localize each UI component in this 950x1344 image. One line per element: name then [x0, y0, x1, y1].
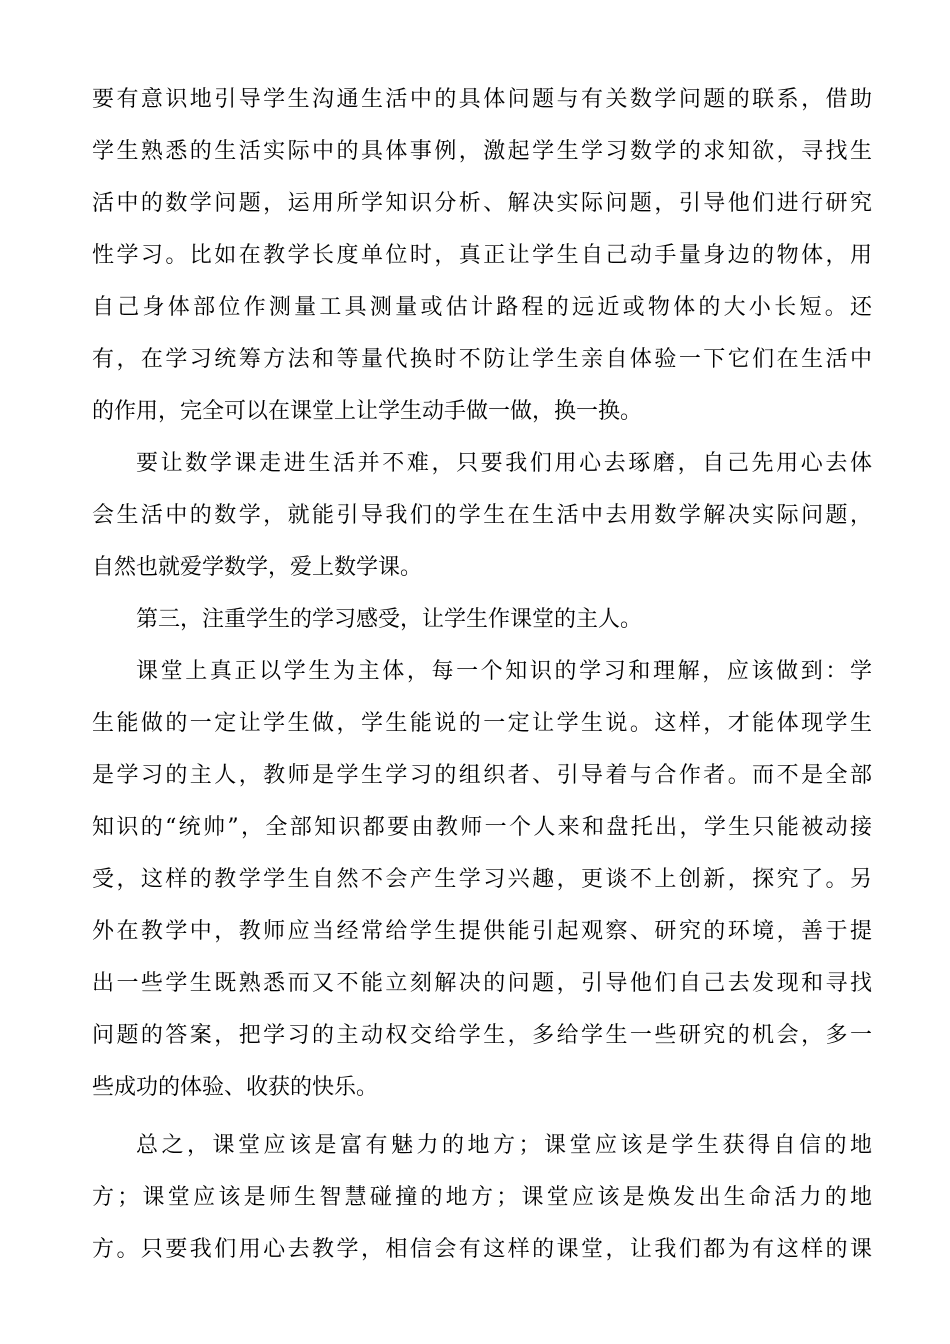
- text-line: 自己身体部位作测量工具测量或估计路程的远近或物体的大小长短。还: [92, 295, 872, 320]
- text-line: 生能做的一定让学生做，学生能说的一定让学生说。这样，才能体现学生: [92, 711, 872, 736]
- text-line: 有，在学习统筹方法和等量代换时不防让学生亲自体验一下它们在生活中: [92, 347, 872, 372]
- text-line: 要有意识地引导学生沟通生活中的具体问题与有关数学问题的联系，借助: [92, 87, 872, 112]
- text-line: 是学习的主人，教师是学生学习的组织者、引导着与合作者。而不是全部: [92, 763, 872, 788]
- text-line: 方；课堂应该是师生智慧碰撞的地方；课堂应该是焕发出生命活力的地: [92, 1185, 872, 1210]
- text-line: 知识的“统帅”，全部知识都要由教师一个人来和盘托出，学生只能被动接: [92, 815, 872, 840]
- text-line: 问题的答案，把学习的主动权交给学生，多给学生一些研究的机会，多一: [92, 1023, 872, 1048]
- text-line: 出一些学生既熟悉而又不能立刻解决的问题，引导他们自己去发现和寻找: [92, 971, 872, 996]
- text-line: 受，这样的教学学生自然不会产生学习兴趣，更谈不上创新，探究了。另: [92, 867, 872, 892]
- text-line: 些成功的体验、收获的快乐。: [92, 1075, 379, 1100]
- section-heading: 第三，注重学生的学习感受，让学生作课堂的主人。: [136, 607, 643, 632]
- text-line: 总之，课堂应该是富有魅力的地方；课堂应该是学生获得自信的地: [136, 1133, 872, 1158]
- text-line: 课堂上真正以学生为主体，每一个知识的学习和理解，应该做到：学: [136, 659, 872, 684]
- text-line: 要让数学课走进生活并不难，只要我们用心去琢磨，自己先用心去体: [136, 451, 872, 476]
- text-line: 性学习。比如在教学长度单位时，真正让学生自己动手量身边的物体，用: [92, 243, 872, 268]
- text-line: 方。只要我们用心去教学，相信会有这样的课堂，让我们都为有这样的课: [92, 1237, 872, 1262]
- text-line: 活中的数学问题，运用所学知识分析、解决实际问题，引导他们进行研究: [92, 191, 872, 216]
- text-line: 外在教学中，教师应当经常给学生提供能引起观察、研究的环境，善于提: [92, 919, 872, 944]
- text-line: 自然也就爱学数学，爱上数学课。: [92, 555, 423, 580]
- text-line: 会生活中的数学，就能引导我们的学生在生活中去用数学解决实际问题，: [92, 503, 872, 528]
- text-line: 的作用，完全可以在课堂上让学生动手做一做，换一换。: [92, 399, 643, 424]
- text-line: 学生熟悉的生活实际中的具体事例，激起学生学习数学的求知欲，寻找生: [92, 139, 872, 164]
